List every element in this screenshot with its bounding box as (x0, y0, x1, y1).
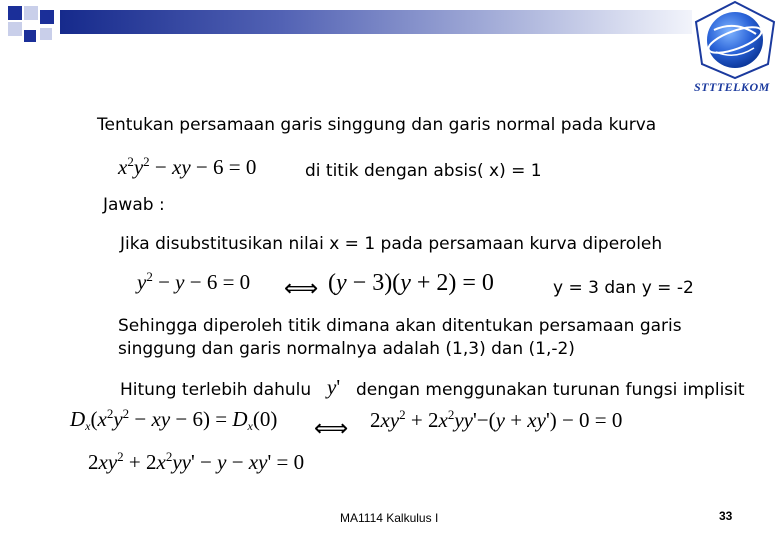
result-text: y = 3 dan y = -2 (553, 278, 694, 298)
problem-statement: Tentukan persamaan garis singgung dan garis normal pada kurva (97, 115, 657, 135)
header-square (8, 6, 22, 20)
y-prime-symbol: y' (327, 375, 341, 399)
jawab-label: Jawab : (103, 195, 165, 215)
equivalence-arrow-icon: ⟺ (314, 414, 349, 442)
conclusion-line-1: Sehingga diperoleh titik dimana akan ditentukan persamaan garis (118, 316, 682, 336)
header-square (40, 28, 52, 40)
header-square (24, 6, 38, 20)
simplified-derivative-equation: $2xy^2 + 2x^2yy' - y - xy' = 0$ (88, 449, 305, 474)
curve-equation: $x^2y^2$ − xy − 6 = 0 (118, 154, 257, 179)
expanded-derivative-equation: $2xy^2 + 2x^2yy'-(y + xy') - 0 = 0$ (370, 407, 623, 432)
header-gradient-bar (60, 10, 692, 34)
hitung-text-2: dengan menggunakan turunan fungsi implisit (356, 380, 745, 400)
stttelkom-logo (690, 0, 780, 100)
factored-equation: (y − 3)(y + 2) = 0 (328, 270, 494, 296)
page-number: 33 (719, 509, 733, 523)
globe-logo-icon (690, 0, 780, 80)
logo-text: STTTELKOM (694, 80, 770, 94)
header-square (24, 30, 36, 42)
header-square (8, 22, 22, 36)
condition-text: di titik dengan absis( x) = 1 (305, 161, 542, 181)
equivalence-arrow-icon: ⟺ (284, 274, 319, 302)
substituted-equation: $y^2 - y - 6 = 0$ (137, 269, 251, 294)
footer-course: MA1114 Kalkulus I (340, 511, 439, 525)
substitution-text: Jika disubstitusikan nilai x = 1 pada persamaan kurva diperoleh (120, 234, 663, 254)
header-square (40, 10, 54, 24)
hitung-text: Hitung terlebih dahulu (120, 380, 312, 400)
implicit-derivative-equation: $D_x(x^2y^2$ − xy − $6) = D_x(0)$ (70, 406, 278, 433)
conclusion-line-2: singgung dan garis normalnya adalah (1,3) dan (1,-2) (118, 339, 575, 359)
